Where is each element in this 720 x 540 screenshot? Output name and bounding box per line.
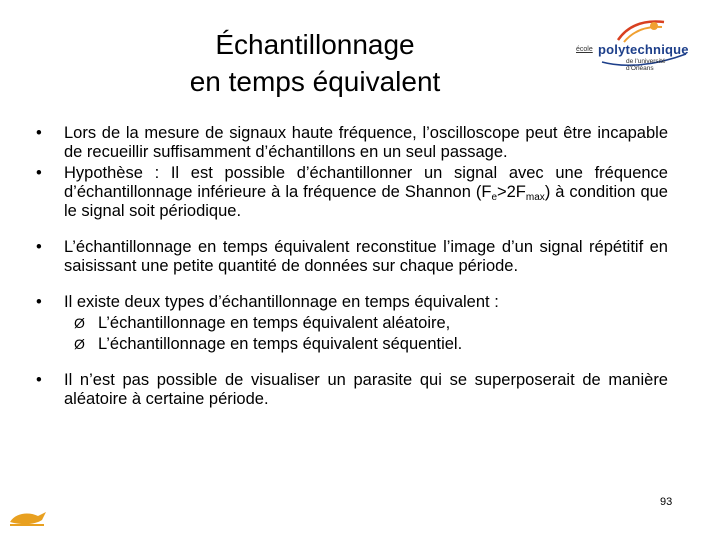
- bullet-text-2a: Hypothèse : Il est possible d’échantillonner un signal avec une fréquence d’échantillonnage inférieure à la fréquence de Shannon (F: [64, 164, 668, 201]
- bullet-item-4: [36, 293, 668, 354]
- bullet-item-5: [36, 371, 668, 409]
- bullet-text-2b: >2F: [497, 183, 526, 201]
- corner-animal-logo-icon: [6, 506, 50, 530]
- bullet-icon: •: [36, 371, 42, 389]
- bullet-item-2: [36, 164, 668, 221]
- subscript-max: max: [525, 192, 545, 203]
- bullet-icon: •: [36, 293, 42, 311]
- arrow-bullet-icon: Ø: [74, 315, 85, 331]
- logo-ecole-text: école: [576, 46, 593, 53]
- bullet-text-1: Lors de la mesure de signaux haute fréquence, l’oscilloscope peut être incapable de recueillir suffisamment d’échantillons en un seul passage.: [64, 124, 668, 161]
- bullet-text-2c: ) à condition que le signal soit périodique.: [64, 183, 668, 220]
- logo-brand-text: polytechnique: [598, 42, 689, 57]
- sub-item-1: [64, 314, 668, 333]
- slide-content: [36, 124, 668, 409]
- bullet-text-3: L’échantillonnage en temps équivalent reconstitue l’image d’un signal répétitif en saisissant une petite quantité de données sur chaque période.: [64, 238, 668, 275]
- bullet-icon: •: [36, 164, 42, 182]
- bullet-item-1: [36, 124, 668, 162]
- bullet-icon: •: [36, 124, 42, 142]
- bullet-text-5: Il n’est pas possible de visualiser un parasite qui se superposerait de manière aléatoire à certaine période.: [64, 371, 668, 408]
- bullet-icon: •: [36, 238, 42, 256]
- logo-sub-text: de l'université d'Orléans: [626, 58, 666, 72]
- slide-title: [120, 26, 510, 100]
- slide-title-line-1: Échantillonnage: [215, 29, 415, 60]
- slide-title-line-2: en temps équivalent: [189, 66, 441, 97]
- subscript-e: e: [491, 192, 497, 203]
- sub-item-2: [64, 335, 668, 354]
- page-number: 93: [660, 496, 673, 508]
- bullet-item-3: [36, 238, 668, 276]
- sub-item-text-2: L’échantillonnage en temps équivalent séquentiel.: [98, 335, 463, 353]
- polytechnique-logo: [574, 18, 694, 80]
- arrow-bullet-icon: Ø: [74, 336, 85, 352]
- sub-item-text-1: L’échantillonnage en temps équivalent aléatoire,: [98, 314, 451, 332]
- bullet-text-4: Il existe deux types d’échantillonnage en temps équivalent :: [64, 293, 499, 311]
